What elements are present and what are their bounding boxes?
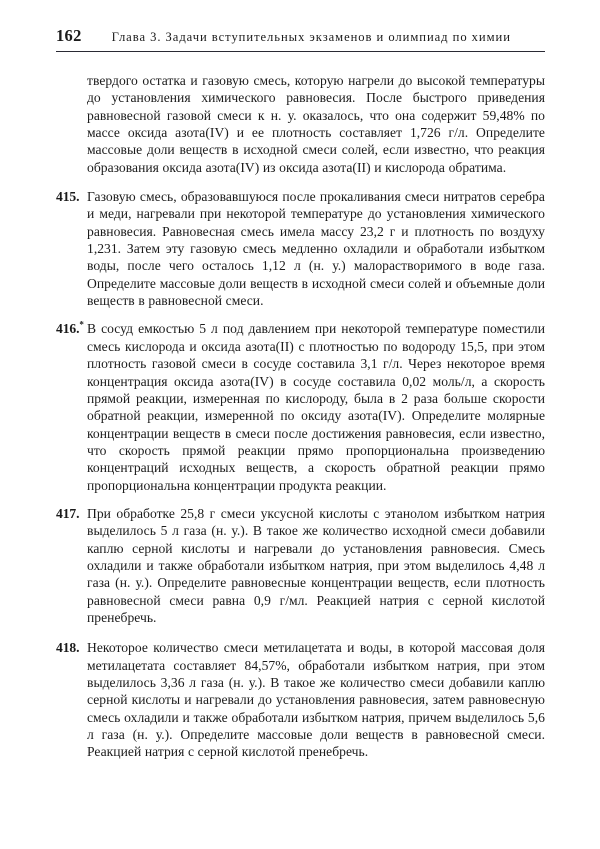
problem-418 — [56, 639, 545, 760]
continuation-paragraph: твердого остатка и газовую смесь, которую нагрели до высокой температуры до установления химического равновесия. После быстрого приведения равновесной газовой смеси к н. у. оказалось, что она содержит 59,48% по массе оксида азота(IV) и ее плотность составляет 1,726 г/л. Определите массовые доли веществ в исходной смеси солей, если известно, что реакция образования оксида азота(IV) из оксида азота(II) и кислорода обратима. — [87, 73, 545, 175]
problem-text: Газовую смесь, образовавшуюся после прокаливания смеси нитратов серебра и меди, нагревали при некоторой температуре до установления химического равновесия. Равновесная смесь имела массу 23,2 г и плотность по воздуху 1,231. Затем эту газовую смесь медленно охладили и обработали избытком воды, после чего осталось 1,12 л (н. у.) малорастворимого в воде газа. Определите массовые доли веществ в исходной смеси солей и объемные доли веществ в равновесной смеси. — [87, 189, 545, 309]
problem-text: В сосуд емкостью 5 л под давлением при некоторой температуре поместили смесь кислорода и оксида азота(II) с плотностью по водороду 15,5, при этом плотность газовой смеси в сосуде составила 3,1 г/л. Через некоторое время концентрация оксида азота(IV) в сосуде составила 0,02 моль/л, а скорость прямой реакции, измеренная по кислороду, была в 2 раза больше скорости обратной реакции, измеренной по оксиду азота(IV). Определите молярные концентрации веществ в смеси после достижения равновесия, если известно, что скорость прямой реакции прямо пропорциональна произведению концентраций исходных веществ, а скорость обратной реакции прямо пропорциональна концентрации продукта реакции. — [87, 321, 545, 493]
problem-number — [56, 320, 87, 337]
problem-number — [56, 505, 87, 522]
problem-415 — [56, 188, 545, 309]
problem-text: Некоторое количество смеси метилацетата и воды, в которой массовая доля метилацетата составляет 84,57%, обработали избытком натрия, при этом выделилось 3,36 л газа (н. у.). В такое же количество смеси добавили каплю серной кислоты и нагревали до установления равновесия, затем равновесную смесь охладили и также обработали избытком натрия, причем выделилось 5,6 л газа (н. у.). Определите массовые доли веществ в равновесной смеси. Реакцией натрия с серной кислотой пренебречь. — [87, 640, 545, 760]
problem-416 — [56, 320, 545, 493]
problem-number-text: 415. — [56, 189, 80, 205]
problem-number — [56, 188, 87, 205]
header-rule — [56, 51, 545, 52]
running-head — [56, 26, 545, 46]
page-number: 162 — [56, 26, 82, 45]
problem-number-text: 417. — [56, 505, 80, 521]
problem-417 — [56, 505, 545, 626]
page-body — [56, 72, 545, 761]
problem-text: При обработке 25,8 г смеси уксусной кислоты с этанолом избытком натрия выделилось 5 л газа (н. у.). В такое же количество исходной смеси добавили каплю серной кислоты и нагревали до установления равновесия. Смесь охладили и также обработали избытком натрия, при этом выделилось 4,48 л газа (н. у.). Определите равновесные концентрации веществ, если плотность равновесной смеси равна 0,9 г/мл. Реакцией натрия с серной кислотой пренебречь. — [87, 505, 545, 625]
problem-number-text: 418. — [56, 640, 80, 656]
problem-number — [56, 639, 87, 656]
problem-star: * — [79, 319, 84, 330]
chapter-title: Глава 3. Задачи вступительных экзаменов и олимпиад по химии — [111, 30, 511, 44]
problem-number-text: 416. — [56, 321, 80, 337]
